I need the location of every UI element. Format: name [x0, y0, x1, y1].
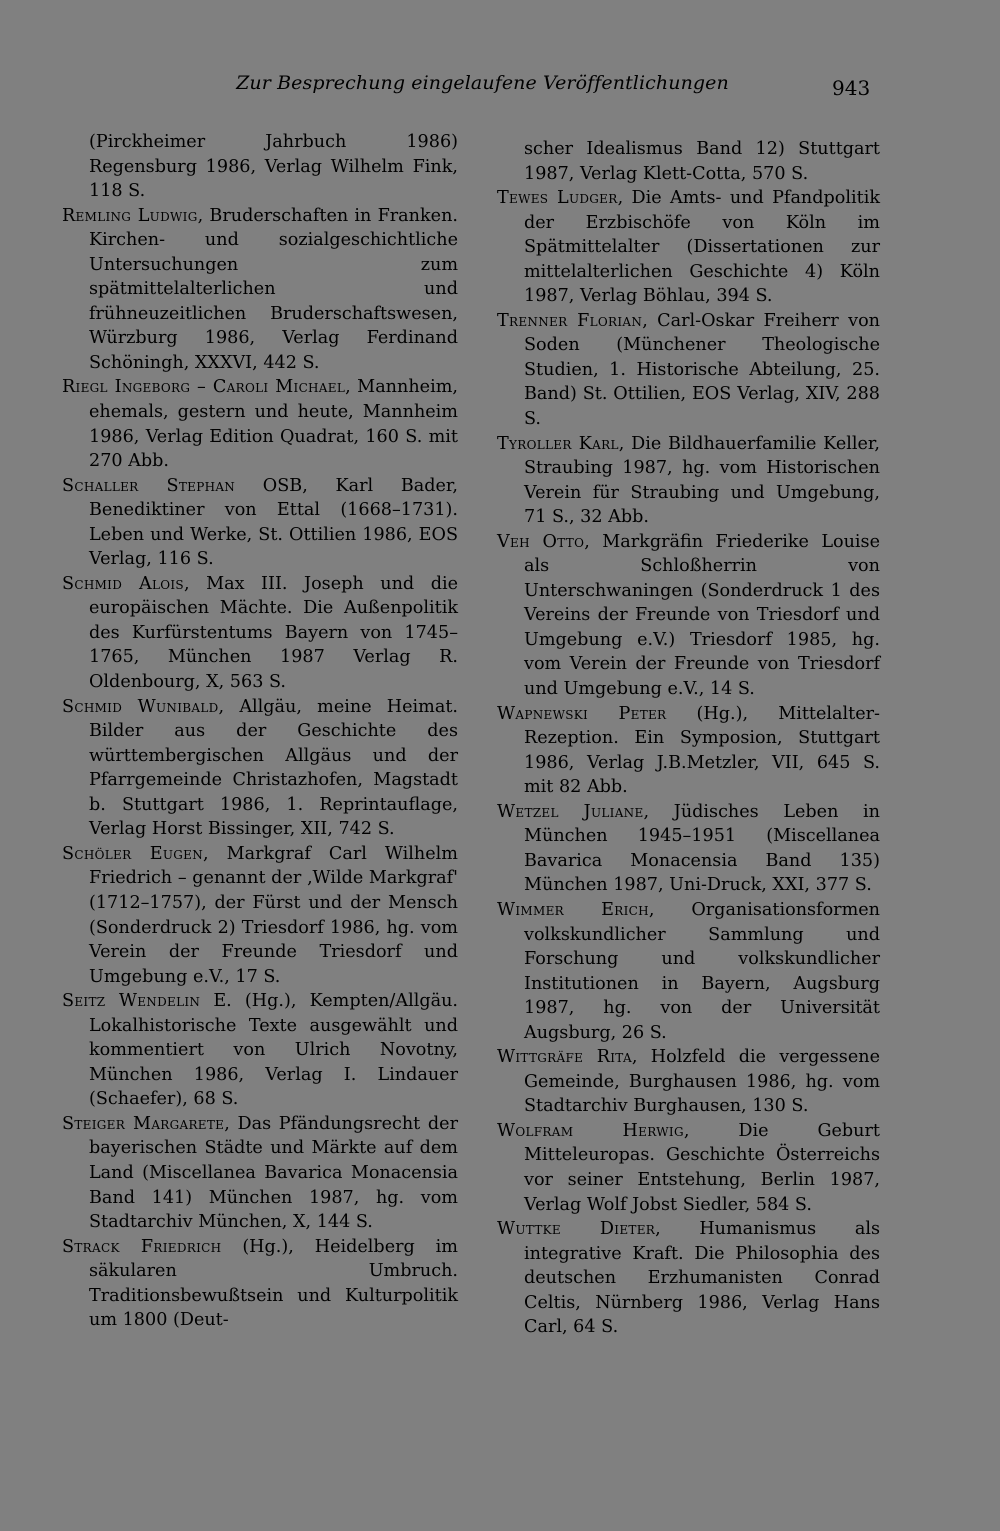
right-column: [497, 137, 880, 1340]
bibliography-entry: [62, 474, 458, 572]
entry-author: Tewes Ludger: [497, 188, 618, 209]
bibliography-entry: [497, 1045, 880, 1119]
entry-text: , Das Pfändungsrecht der bayerischen Städte und Märkte auf dem Land (Miscellanea Bavarica Monacensia Band 141) München 1987, hg. vom Stadtarchiv München, X, 144 S.: [89, 1113, 458, 1233]
bibliography-entry: [62, 1112, 458, 1235]
entry-author: Remling Ludwig: [62, 205, 198, 226]
entry-text: , Die Geburt Mitteleuropas. Geschichte Österreichs vor seiner Entstehung, Berlin 1987, Verlag Wolf Jobst Siedler, 584 S.: [524, 1120, 880, 1215]
entry-text: E. (Hg.), Kempten/Allgäu. Lokalhistorische Texte ausgewählt und kommentiert von Ulrich Novotny, München 1986, Verlag I. Lindauer (Schaefer), 68 S.: [89, 991, 458, 1110]
entry-author: Strack Friedrich: [62, 1236, 222, 1257]
entry-text: (Pirckheimer Jahrbuch 1986) Regensburg 1986, Verlag Wilhelm Fink, 118 S.: [89, 132, 458, 202]
entry-author: Riegl Ingeborg – Caroli Michael: [62, 377, 346, 398]
bibliography-entry: [62, 842, 458, 989]
entry-text: , Markgraf Carl Wilhelm Friedrich – genannt der ‚Wilde Markgraf' (1712–1757), der Fürst und der Mensch (Sonderdruck 2) Triesdorf 1986, hg. vom Verein der Freunde Triesdorf und Umgebung e.V., 17 S.: [89, 843, 458, 987]
entry-author: Tyroller Karl: [497, 433, 619, 454]
bibliography-entry: [497, 702, 880, 800]
entry-text: OSB, Karl Bader, Benediktiner von Ettal (1668–1731). Leben und Werke, St. Ottilien 1986, EOS Verlag, 116 S.: [89, 475, 458, 570]
entry-text: , Holzfeld die vergessene Gemeinde, Burghausen 1986, hg. vom Stadtarchiv Burghausen, 130 S.: [524, 1047, 880, 1117]
bibliography-entry: [497, 1217, 880, 1340]
entry-text: , Die Amts- und Pfandpolitik der Erzbischöfe von Köln im Spätmittelalter (Dissertationen zur mittelalterlichen Geschichte 4) Köln 1987, Verlag Böhlau, 394 S.: [524, 188, 880, 307]
bibliography-entry: [497, 186, 880, 309]
entry-text: , Allgäu, meine Heimat. Bilder aus der Geschichte des württembergischen Allgäus und der Pfarrgemeinde Christazhofen, Magstadt b. Stuttgart 1986, 1. Reprintauflage, Verlag Horst Bissinger, XII, 742 S.: [89, 696, 459, 840]
entry-author: Steiger Margarete: [62, 1113, 225, 1134]
entry-author: Wapnewski Peter: [497, 703, 667, 724]
entry-text: , Bruderschaften in Franken. Kirchen- und sozialgeschichtliche Untersuchungen zum spätmittelalterlichen und frühneuzeitlichen Bruderschaftswesen, Würzburg 1986, Verlag Ferdinand Schöningh, XXXVI, 442 S.: [89, 205, 459, 373]
entry-author: Wittgräfe Rita: [497, 1047, 632, 1068]
header-title-text: Zur Besprechung eingelaufene Veröffentlichungen: [236, 72, 729, 94]
bibliography-entry: [497, 137, 880, 186]
bibliography-entry: [62, 989, 458, 1112]
entry-author: Schmid Alois: [62, 573, 184, 594]
entry-author: Wimmer Erich: [497, 899, 649, 920]
entry-text: , Max III. Joseph und die europäischen Mächte. Die Außenpolitik des Kurfürstentums Bayern von 1745–1765, München 1987 Verlag R. Oldenbourg, X, 563 S.: [89, 573, 458, 693]
entry-author: Seitz Wendelin: [62, 991, 201, 1012]
left-column: [62, 130, 458, 1333]
entry-text: , Jüdisches Leben in München 1945–1951 (Miscellanea Bavarica Monacensia Band 135) München 1987, Uni-Druck, XXI, 377 S.: [524, 801, 880, 896]
entry-author: Veh Otto: [497, 531, 585, 552]
bibliography-entry: [497, 898, 880, 1045]
running-header-title: [0, 72, 965, 94]
bibliography-entry: [497, 432, 880, 530]
bibliography-entry: [497, 1119, 880, 1217]
bibliography-entry: [497, 800, 880, 898]
entry-text: , Mannheim, ehemals, gestern und heute, Mannheim 1986, Verlag Edition Quadrat, 160 S. mit 270 Abb.: [89, 377, 458, 472]
entry-text: , Markgräfin Friederike Louise als Schloßherrin von Unterschwaningen (Sonderdruck 1 des Vereins der Freunde von Triesdorf und Umgebung e.V.) Triesdorf 1985, hg. vom Verein der Freunde von Triesdorf und Umgebung e.V., 14 S.: [524, 531, 880, 700]
bibliography-entry: [62, 1235, 458, 1333]
bibliography-entry: [62, 695, 458, 842]
bibliography-entry: [62, 130, 458, 204]
entry-author: Schaller Stephan: [62, 475, 236, 496]
bibliography-entry: [497, 530, 880, 702]
entry-author: Wuttke Dieter: [497, 1219, 656, 1240]
bibliography-entry: [62, 572, 458, 695]
entry-author: Schöler Eugen: [62, 843, 204, 864]
entry-text: , Humanismus als integrative Kraft. Die Philosophia des deutschen Erzhumanisten Conrad Celtis, Nürnberg 1986, Verlag Hans Carl, 64 S.: [524, 1219, 880, 1338]
entry-author: Trenner Florian: [497, 310, 643, 331]
bibliography-entry: [62, 375, 458, 473]
entry-author: Wolfram Herwig: [497, 1120, 684, 1141]
entry-text: , Carl-Oskar Freiherr von Soden (Münchener Theologische Studien, 1. Historische Abteilung, 25. Band) St. Ottilien, EOS Verlag, XIV, 288 S.: [524, 310, 881, 430]
entry-text: scher Idealismus Band 12) Stuttgart 1987, Verlag Klett-Cotta, 570 S.: [524, 139, 880, 184]
bibliography-entry: [497, 309, 880, 432]
entry-author: Schmid Wunibald: [62, 696, 219, 717]
entry-text: , Die Bildhauerfamilie Keller, Straubing 1987, hg. vom Historischen Verein für Straubing und Umgebung, 71 S., 32 Abb.: [524, 433, 880, 528]
entry-text: , Organisationsformen volkskundlicher Sammlung und Forschung und volkskundlicher Institutionen in Bayern, Augsburg 1987, hg. von der Universität Augsburg, 26 S.: [524, 899, 880, 1043]
bibliography-entry: [62, 204, 458, 376]
page-number: 943: [832, 76, 871, 100]
entry-text: (Hg.), Heidelberg im säkularen Umbruch. Traditionsbewußtsein und Kulturpolitik um 1800 (Deut-: [89, 1236, 458, 1331]
entry-author: Wetzel Juliane: [497, 801, 644, 822]
entry-text: (Hg.), Mittelalter-Rezeption. Ein Symposion, Stuttgart 1986, Verlag J.B.Metzler, VII, 645 S. mit 82 Abb.: [524, 703, 880, 798]
